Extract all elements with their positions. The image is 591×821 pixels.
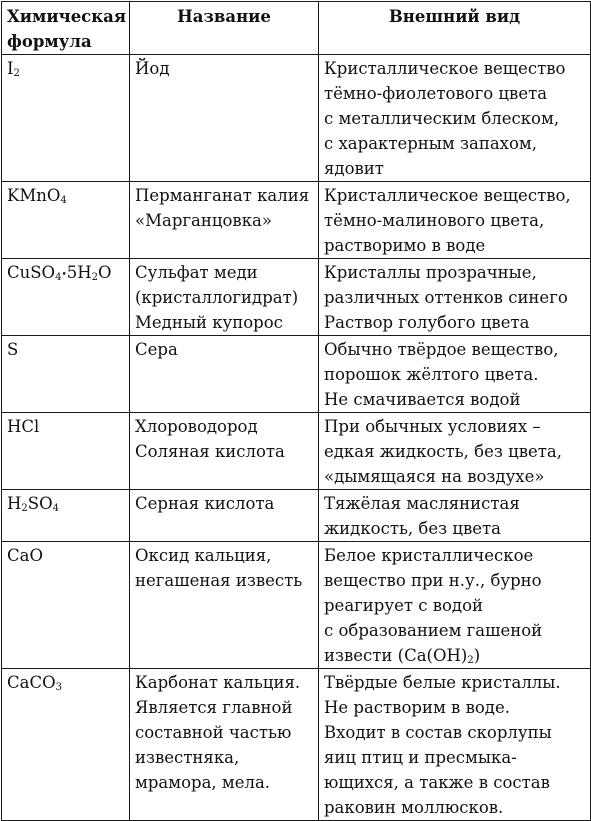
table-row xyxy=(2,542,591,669)
formula-cell xyxy=(2,55,130,182)
formula-subscript: 2 xyxy=(13,68,20,79)
formula-text: KMnO xyxy=(7,186,61,205)
name-line: Сера xyxy=(135,340,178,359)
appearance-line: тёмно-малинового цвета, xyxy=(324,211,545,230)
name-line: негашеная известь xyxy=(135,571,303,590)
name-line: Сульфат меди xyxy=(135,263,258,282)
appearance-line: жидкость, без цвета xyxy=(324,519,501,538)
appearance-cell xyxy=(319,259,591,336)
name-line: Йод xyxy=(135,59,170,78)
name-line: мрамора, мела. xyxy=(135,773,271,792)
appearance-line: ядовит xyxy=(324,159,384,178)
name-line: Карбонат кальция. xyxy=(135,673,301,692)
name-line: Соляная кислота xyxy=(135,442,285,461)
header-formula-line1: Химическая xyxy=(7,7,127,26)
name-line: «Марганцовка» xyxy=(135,211,272,230)
formula-cell xyxy=(2,542,130,669)
appearance-line: Кристаллическое вещество xyxy=(324,59,566,78)
formula-subscript: 2 xyxy=(21,503,28,514)
appearance-line: различных оттенков синего xyxy=(324,288,568,307)
formula-text: 5H xyxy=(66,263,92,282)
table-row xyxy=(2,336,591,413)
formula-subscript: 4 xyxy=(55,272,62,283)
name-line: Оксид кальция, xyxy=(135,546,272,565)
name-line: Медный купорос xyxy=(135,313,283,332)
table-row xyxy=(2,259,591,336)
appearance-text: ) xyxy=(473,646,481,665)
appearance-line: Обычно твёрдое вещество, xyxy=(324,340,559,359)
appearance-line: Кристаллическое вещество, xyxy=(324,186,571,205)
name-line: Хлороводород xyxy=(135,417,258,436)
header-appearance: Внешний вид xyxy=(319,2,591,55)
appearance-line: с металлическим блеском, xyxy=(324,109,560,128)
appearance-line: Раствор голубого цвета xyxy=(324,313,530,332)
formula-cell xyxy=(2,336,130,413)
appearance-cell xyxy=(319,182,591,259)
name-line: известняка, xyxy=(135,748,240,767)
formula-text: SO xyxy=(27,494,53,513)
formula-subscript: 3 xyxy=(55,682,62,693)
appearance-line: Кристаллы прозрачные, xyxy=(324,263,537,282)
appearance-line: едкая жидкость, без цвета, xyxy=(324,442,562,461)
formula-text: CuSO xyxy=(7,263,56,282)
appearance-line: с характерным запахом, xyxy=(324,134,537,153)
name-cell xyxy=(130,490,319,542)
appearance-text: извести (Ca(OH) xyxy=(324,646,468,665)
header-formula-line2: формула xyxy=(7,32,92,51)
formula-text: S xyxy=(7,340,19,359)
appearance-cell xyxy=(319,55,591,182)
appearance-line: «дымящаяся на воздухе» xyxy=(324,467,545,486)
name-cell xyxy=(130,336,319,413)
appearance-line xyxy=(324,643,585,668)
name-line: составной частью xyxy=(135,723,292,742)
name-cell xyxy=(130,182,319,259)
name-line: Является главной xyxy=(135,698,293,717)
name-line: (кристаллогидрат) xyxy=(135,288,299,307)
formula-subscript: 2 xyxy=(91,272,99,283)
header-formula xyxy=(2,2,130,55)
appearance-line: ющихся, а также в состав xyxy=(324,773,550,792)
name-cell xyxy=(130,55,319,182)
appearance-line: вещество при н.у., бурно xyxy=(324,571,542,590)
table-row xyxy=(2,490,591,542)
formula-cell xyxy=(2,413,130,490)
formula-text: CaCO xyxy=(7,673,56,692)
table-row xyxy=(2,413,591,490)
appearance-cell xyxy=(319,542,591,669)
appearance-line: яиц птиц и пресмыка- xyxy=(324,748,517,767)
chemical-substances-table xyxy=(1,1,591,821)
appearance-subscript: 2 xyxy=(467,655,474,666)
table-row xyxy=(2,55,591,182)
name-cell xyxy=(130,259,319,336)
formula-text: CaO xyxy=(7,546,43,565)
appearance-line: порошок жёлтого цвета. xyxy=(324,365,539,384)
appearance-line: растворимо в воде xyxy=(324,236,486,255)
formula-subscript: 4 xyxy=(52,503,59,514)
name-cell xyxy=(130,542,319,669)
formula-text: H xyxy=(7,494,22,513)
formula-text: O xyxy=(98,263,112,282)
name-line: Серная кислота xyxy=(135,494,275,513)
table-row xyxy=(2,669,591,821)
appearance-line: с образованием гашеной xyxy=(324,621,543,640)
appearance-line: тёмно-фиолетового цвета xyxy=(324,84,548,103)
appearance-line: Тяжёлая маслянистая xyxy=(324,494,520,513)
appearance-line: Не смачивается водой xyxy=(324,390,521,409)
appearance-cell xyxy=(319,669,591,821)
header-row xyxy=(2,2,591,55)
appearance-line: реагирует с водой xyxy=(324,596,484,615)
appearance-line: Белое кристаллическое xyxy=(324,546,534,565)
formula-text: HCl xyxy=(7,417,40,436)
name-line: Перманганат калия xyxy=(135,186,310,205)
appearance-line: Входит в состав скорлупы xyxy=(324,723,552,742)
formula-cell xyxy=(2,669,130,821)
formula-cell xyxy=(2,182,130,259)
table-row xyxy=(2,182,591,259)
appearance-cell xyxy=(319,490,591,542)
name-cell xyxy=(130,413,319,490)
appearance-cell xyxy=(319,413,591,490)
formula-text: I xyxy=(7,59,14,78)
formula-cell xyxy=(2,259,130,336)
appearance-line: Не растворим в воде. xyxy=(324,698,510,717)
name-cell xyxy=(130,669,319,821)
formula-dot: • xyxy=(61,270,67,280)
appearance-line: При обычных условиях – xyxy=(324,417,541,436)
formula-subscript: 4 xyxy=(60,195,67,206)
appearance-line: раковин моллюсков. xyxy=(324,798,504,817)
header-name: Название xyxy=(130,2,319,55)
formula-cell xyxy=(2,490,130,542)
appearance-line: Твёрдые белые кристаллы. xyxy=(324,673,561,692)
appearance-cell xyxy=(319,336,591,413)
